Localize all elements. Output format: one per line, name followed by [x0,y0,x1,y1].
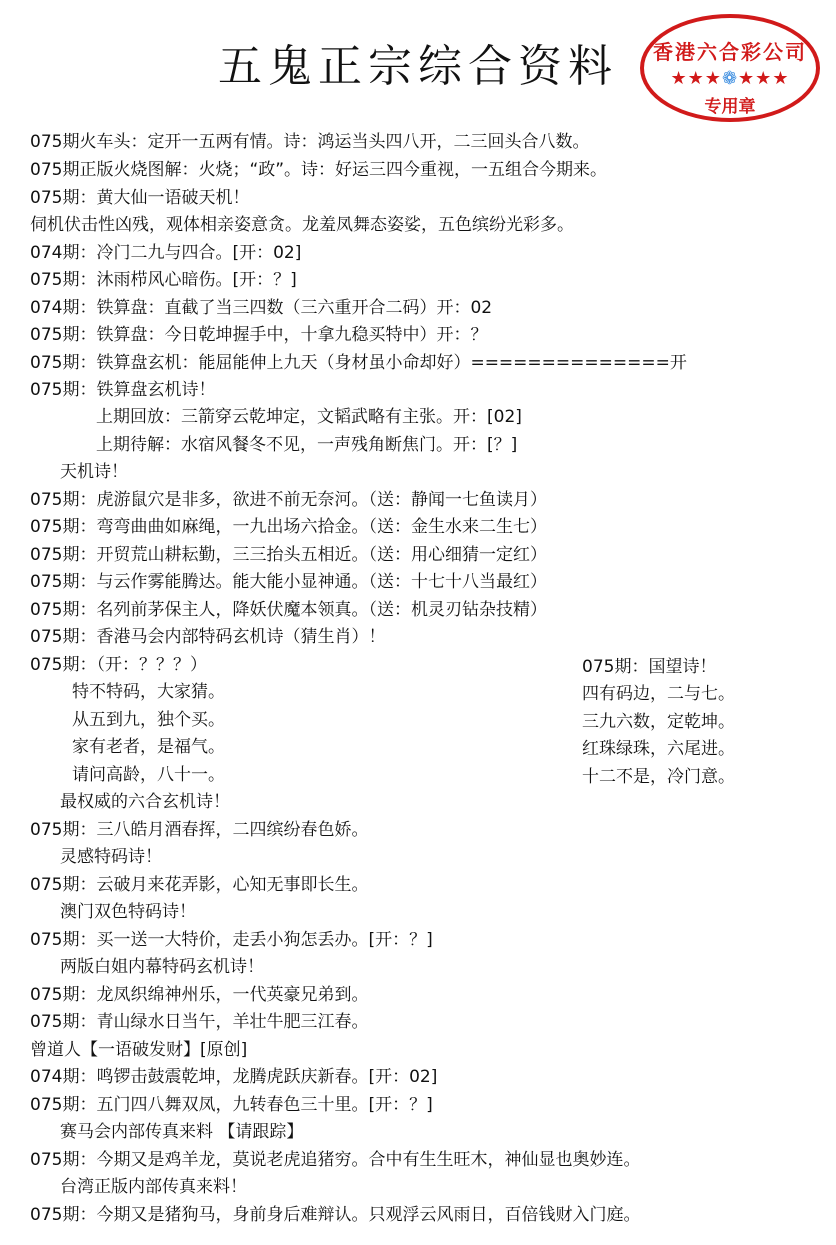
text-line: 075期：与云作雾能腾达。能大能小显神通。（送：十七十八当最红） [30,572,547,592]
poem-line: 特不特码，大家猜。 [72,682,225,702]
text-line: 075期：弯弯曲曲如麻绳，一九出场六拾金。（送：金生水来二生七） [30,517,547,537]
section-heading: 台湾正版内部传真来料！ [60,1177,247,1197]
text-line: 075期火车头：定开一五两有情。诗：鸿运当头四八开，二三回头合八数。 [30,132,590,152]
text-line: 074期：鸣锣击鼓震乾坤，龙腾虎跃庆新春。[开：02] [30,1067,438,1087]
right-poem-line: 三九六数，定乾坤。 [582,712,735,732]
right-poem-line: 四有码边，二与七。 [582,684,735,704]
poem-line: 从五到九，独个买。 [72,710,225,730]
right-poem-line: 十二不是，冷门意。 [582,767,735,787]
text-line: 075期：龙凤织绵神州乐，一代英豪兄弟到。 [30,985,369,1005]
poem-line: 请问高龄，八十一。 [72,765,225,785]
text-line: 075期：虎游鼠穴是非多，欲进不前无奈河。（送：静闻一七鱼读月） [30,490,547,510]
text-line: 075期：今期又是鸡羊龙，莫说老虎追猪穷。合中有生生旺木，神仙显也奥妙连。 [30,1150,641,1170]
section-heading: 灵感特码诗！ [60,847,162,867]
right-poem-line: 红珠绿珠，六尾进。 [582,739,735,759]
text-line: 075期：今期又是猪狗马，身前身后难辩认。只观浮云风雨日，百倍钱财入门庭。 [30,1205,641,1225]
text-line: 075期正版火烧图解：火烧；“政”。诗：好运三四今重视，一五组合今期来。 [30,160,608,180]
section-heading: 澳门双色特码诗！ [60,902,196,922]
section-heading: 曾道人【一语破发财】[原创] [30,1040,248,1060]
text-line: 075期：开贸荒山耕耘勤，三三抬头五相近。（送：用心细猜一定红） [30,545,547,565]
seal-top-text: 香港六合彩公司 [653,40,807,64]
seal-stars-left: ★★★ [670,68,722,89]
text-line: 074期：铁算盘：直截了当三四数（三六重开合二码）开：02 [30,298,493,318]
seal-stars-right: ★★★ [738,68,790,89]
text-line: 上期回放：三箭穿云乾坤定，文韬武略有主张。开：[02] [96,407,522,427]
section-heading: 天机诗！ [60,462,128,482]
page-title: 五鬼正宗综合资料 [218,41,618,92]
section-heading: 最权威的六合玄机诗！ [60,792,230,812]
text-line: 075期：沐雨栉风心暗伤。[开：？] [30,270,297,290]
right-poem-title: 075期：国望诗！ [582,657,717,677]
text-line: 伺机伏击性凶残，观体相亲姿意贪。龙羞凤舞态姿娑，五色缤纷光彩多。 [30,215,574,235]
text-line: 075期：黄大仙一语破天机！ [30,188,250,208]
section-heading: 赛马会内部传真来料 【请跟踪】 [60,1122,304,1142]
text-line: 075期：香港马会内部特码玄机诗（猜生肖）！ [30,627,386,647]
text-line: 075期：（开：？？？） [30,655,207,675]
section-heading: 两版白姐内幕特码玄机诗！ [60,957,264,977]
text-line: 075期：青山绿水日当午，羊壮牛肥三江春。 [30,1012,369,1032]
text-line: 上期待解：水宿风餐冬不见，一声残角断焦门。开：[？] [96,435,518,455]
company-seal [640,14,820,122]
text-line: 075期：五门四八舞双凤，九转春色三十里。[开：？] [30,1095,433,1115]
text-line: 075期：铁算盘玄机诗！ [30,380,216,400]
text-line: 074期：冷门二九与四合。[开：02] [30,243,302,263]
text-line: 075期：三八皓月酒春挥，二四缤纷春色娇。 [30,820,369,840]
seal-bottom-text: 专用章 [704,97,756,117]
text-line: 075期：铁算盘玄机：能屈能伸上九天（身材虽小命却好）==============开 [30,353,687,373]
poem-line: 家有老者，是福气。 [72,737,225,757]
text-line: 075期：名列前茅保主人，降妖伏魔本领真。（送：机灵刃钻杂技精） [30,600,547,620]
seal-stars [644,68,816,89]
text-line: 075期：买一送一大特价，走丢小狗怎丢办。[开：？] [30,930,433,950]
seal-flower-icon: ❁ [721,68,739,89]
text-line: 075期：云破月来花弄影，心知无事即长生。 [30,875,369,895]
text-line: 075期：铁算盘：今日乾坤握手中，十拿九稳买特中）开：？ [30,325,488,345]
